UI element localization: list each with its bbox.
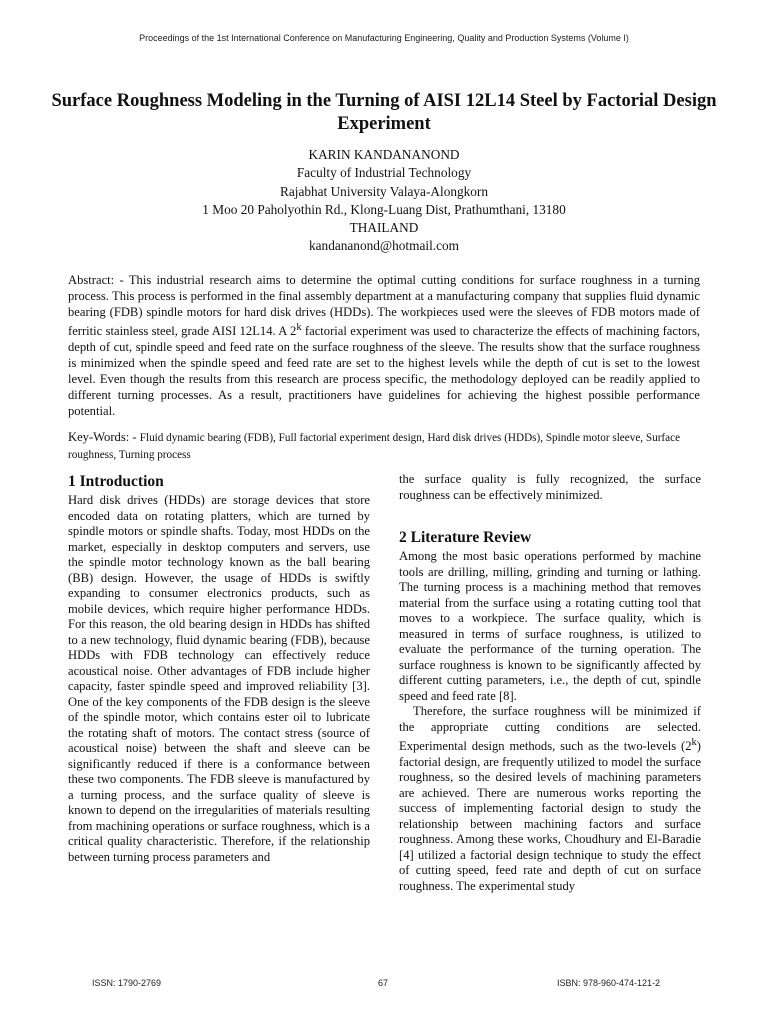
keywords-label: Key-Words: <box>68 430 130 444</box>
intro-paragraph: Hard disk drives (HDDs) are storage devices that store encoded data on rotating platters, which are turned by spindle motors or spindle shafts. Today, most HDDs on the market, especially in desktop computers and servers, use the spindle motor technology known as the ball bearing (BB) design. However, the usage of HDDs is swiftly expanding to consumer electronics products, such as mobile devices, which require higher performance HDDs. For this reason, the old bearing design in HDDs has shifted to a new technology, fluid dynamic bearing (FDB), because HDDs with FDB technology can effectively reduce acoustical noise. Other advantages of FDB include higher capacity, faster spindle speed and improved reliability [3]. One of the key components of the FDB design is the sleeve of the spindle motor, which contains ester oil to lubricate the rotating shaft of motors. The contact stress (source of acoustical noise) between the shaft and sleeve can be significantly reduced if there is a conformance between these two components. The FDB sleeve is manufactured by a turning process, and the surface quality of sleeve is known to depend on the irregularities of materials resulting from machining operations or surface roughness, which is a critical quality characteristic. Therefore, if the relationship between turning process parameters and <box>68 493 370 864</box>
author-faculty: Faculty of Industrial Technology <box>296 165 472 181</box>
section-gap <box>399 503 701 528</box>
abstract <box>68 272 700 419</box>
keywords-list: Fluid dynamic bearing (FDB), Full factorial experiment design, Hard disk drives (HDDs), Spindle motor sleeve, Surface roughness, Turning process <box>68 432 681 461</box>
left-column <box>68 472 370 865</box>
abstract-text-part2: factorial experiment was used to characterize the effects of machining factors, depth of cut, spindle speed and feed rate on the surface roughness of the sleeve. The results show that the surface roughness is minimized when the spindle speed and feed rate are set to the highest levels while the depth of cut is set to the lowest level. Even though the results from this research are process specific, the methodology deployed can be readily applied to different turning processes. As a result, practitioners have guidelines for achieving the highest possible performance potential. <box>68 324 700 419</box>
author-block <box>0 146 768 256</box>
keywords-dash: - <box>129 430 140 444</box>
abstract-text-part1: - This industrial research aims to determine the optimal cutting conditions for surface roughness in a turning process. This process is performed in the final assembly department at a manufacturing company that supplies fluid dynamic bearing (FDB) spindle motors for hard disk drives (HDDs). The workpieces used were the sleeves of FDB motors made of ferritic stainless steel, grade AISI 12L14. A 2 <box>68 273 700 339</box>
abstract-superscript: k <box>296 322 302 333</box>
right-column <box>399 472 701 894</box>
intro-continuation: the surface quality is fully recognized, the surface roughness can be effectively minimized. <box>399 472 701 502</box>
footer-isbn: ISBN: 978-960-474-121-2 <box>557 978 661 988</box>
author-university: Rajabhat University Valaya-Alongkorn <box>279 183 489 199</box>
section-heading-introduction: 1 Introduction <box>68 473 164 490</box>
abstract-label: Abstract: <box>68 273 115 287</box>
page-number: 67 <box>378 978 389 988</box>
lit-review-p2-part1: Therefore, the surface roughness will be minimized if the appropriate cutting conditions are selected. Experimental design methods, such as the two-levels (2 <box>399 704 701 754</box>
page-footer <box>0 978 768 992</box>
lit-review-paragraph-2 <box>399 704 701 894</box>
author-email: kandananond@hotmail.com <box>309 238 459 254</box>
running-head: Proceedings of the 1st International Conference on Manufacturing Engineering, Quality and Production Systems (Volume I) <box>139 33 629 43</box>
lit-review-superscript: k <box>691 737 697 748</box>
lit-review-p2-part2: ) factorial design, are frequently utilized to model the surface roughness, so the desired levels of machining parameters are achieved. There are numerous works reporting the success of implementing factorial design to study the relationship between machining factors and surface roughness. Among these works, Choudhury and El-Baradie [4] utilized a factorial design technique to study the effect of cutting speed, feed rate and depth of cut on surface roughness. The experimental study <box>399 739 701 893</box>
keywords <box>68 429 700 463</box>
section-heading-literature-review: 2 Literature Review <box>399 529 532 546</box>
lit-review-paragraph-1: Among the most basic operations performed by machine tools are drilling, milling, grinding and turning or lathing. The turning process is a machining method that removes material from the surface using a rotating cutting tool that moves to a workpiece. The surface quality, which is measured in terms of surface roughness, is utilized to evaluate the performance of the turning operation. The surface roughness is known to be significantly affected by different cutting parameters, i.e., the depth of cut, spindle speed and feed rate [8]. <box>399 549 701 703</box>
author-address: 1 Moo 20 Paholyothin Rd., Klong-Luang Dist, Prathumthani, 13180 <box>202 201 566 217</box>
author-country: THAILAND <box>349 220 419 236</box>
author-name: KARIN KANDANANOND <box>308 147 460 162</box>
paper-title: Surface Roughness Modeling in the Turning of AISI 12L14 Steel by Factorial Design Experiment <box>51 91 717 134</box>
footer-issn: ISSN: 1790-2769 <box>92 978 162 988</box>
